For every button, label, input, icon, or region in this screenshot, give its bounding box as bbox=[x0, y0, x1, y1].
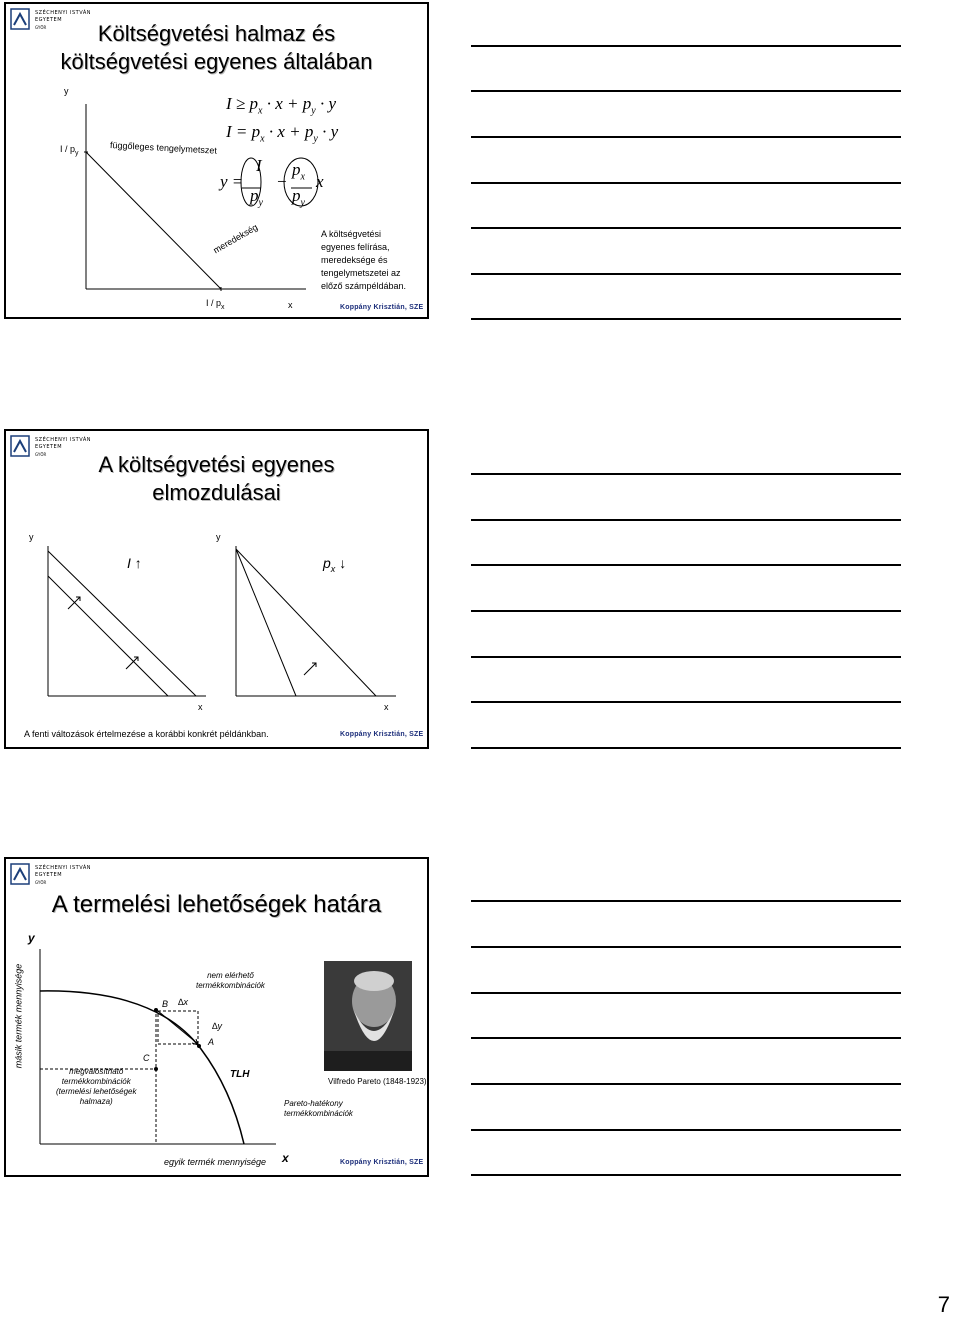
shift-diagrams bbox=[6, 431, 429, 749]
feasible-label: megvalósítható termékkombinációk (termelési lehetőségek halmaza) bbox=[56, 1067, 137, 1106]
logo-line1: SZÉCHENYI ISTVÁN bbox=[35, 437, 91, 443]
equation-equality: $I = p_x \cdot x + p_y \cdot y$ bbox=[226, 122, 339, 145]
credit: Koppány Krisztián, SZE bbox=[340, 731, 424, 738]
tlh-label: TLH bbox=[230, 1069, 250, 1080]
delta-x-label: ∆x bbox=[178, 997, 189, 1007]
eq-x: x bbox=[316, 172, 324, 191]
logo-line1: SZÉCHENYI ISTVÁN bbox=[35, 10, 91, 16]
page-number: 7 bbox=[937, 1292, 950, 1317]
budget-line bbox=[86, 152, 221, 289]
eq-frac2-num: $p_x$ bbox=[292, 160, 305, 183]
title-line-2: költségvetési egyenes általában bbox=[60, 49, 373, 74]
slide2-caption: A fenti változások értelmezése a korábbi konkrét példánkban. bbox=[24, 729, 269, 739]
income-shift-label: I ↑ bbox=[127, 555, 142, 571]
y-axis-label: y bbox=[64, 86, 69, 96]
x-axis-label-left: x bbox=[198, 702, 203, 712]
pareto-efficient-label: Pareto-hatékony termékkombinációk bbox=[284, 1099, 353, 1118]
logo-line2: EGYETEM bbox=[35, 444, 63, 450]
unreachable-label: nem elérhető termékkombinációk bbox=[196, 971, 265, 990]
logo-line3: GYŐR bbox=[35, 452, 47, 457]
credit: Koppány Krisztián, SZE bbox=[340, 1159, 424, 1166]
y-axis-label: y bbox=[28, 931, 35, 945]
y-intercept-label: I / $p_y$ bbox=[60, 144, 79, 157]
x-axis-label-right: x bbox=[384, 702, 389, 712]
title-line-1: A költségvetési egyenes bbox=[98, 452, 335, 477]
title-line-2: elmozdulásai bbox=[152, 480, 281, 505]
y-axis-title: másik termék mennyisége bbox=[13, 963, 24, 1069]
delta-y-label: ∆y bbox=[212, 1021, 223, 1031]
portrait-caption: Vilfredo Pareto (1848-1923) bbox=[328, 1077, 427, 1086]
logo-line3: GYŐR bbox=[35, 880, 47, 885]
slide-title: A termelési lehetőségek határa bbox=[51, 891, 382, 918]
x-intercept-label: I / $p_x$ bbox=[206, 298, 225, 311]
point-c-label: C bbox=[143, 1053, 150, 1063]
x-axis-title: egyik termék mennyisége bbox=[164, 1157, 267, 1167]
point-b-label: B bbox=[162, 999, 169, 1009]
intercept-caption: függőleges tengelymetszet bbox=[109, 140, 218, 156]
equation-explicit: y = bbox=[220, 172, 244, 191]
slide1-note: A költségvetési egyenes felírása, meredeksége és tengelymetszetei az előző számpéldában. bbox=[321, 229, 407, 291]
credit: Koppány Krisztián, SZE bbox=[340, 304, 424, 311]
budget-line-before bbox=[48, 576, 168, 696]
title-line-1: Költségvetési halmaz és bbox=[97, 21, 336, 46]
point-a-label: A bbox=[208, 1037, 215, 1047]
slope-caption: meredekség bbox=[211, 221, 260, 256]
y-axis-label-right: y bbox=[216, 532, 221, 542]
y-axis-label-left: y bbox=[29, 532, 34, 542]
pareto-portrait bbox=[324, 961, 412, 1071]
logo-line1: SZÉCHENYI ISTVÁN bbox=[35, 865, 91, 871]
eq-frac1-den: $p_y$ bbox=[250, 186, 263, 209]
budget-line-before-px bbox=[236, 549, 296, 696]
portrait-icon bbox=[324, 961, 412, 1071]
slide-budget-shifts bbox=[4, 429, 429, 749]
equation-inequality: $I \ge p_x \cdot x + p_y \cdot y$ bbox=[226, 94, 336, 117]
eq-frac1-num: I bbox=[256, 156, 262, 175]
slide-ppf bbox=[4, 857, 429, 1177]
eq-minus: − bbox=[276, 172, 288, 191]
x-axis-label: x bbox=[282, 1151, 289, 1165]
budget-line-after-px bbox=[236, 549, 376, 696]
budget-line-after bbox=[48, 551, 196, 696]
eq-frac2-den: $p_y$ bbox=[292, 186, 305, 209]
x-axis-label: x bbox=[288, 300, 293, 310]
logo-line2: EGYETEM bbox=[35, 17, 63, 23]
logo-line2: EGYETEM bbox=[35, 872, 63, 878]
slide-budget-set bbox=[4, 2, 429, 319]
price-shift-label: $p_x$ ↓ bbox=[323, 555, 347, 574]
logo-line3: GYŐR bbox=[35, 25, 47, 30]
